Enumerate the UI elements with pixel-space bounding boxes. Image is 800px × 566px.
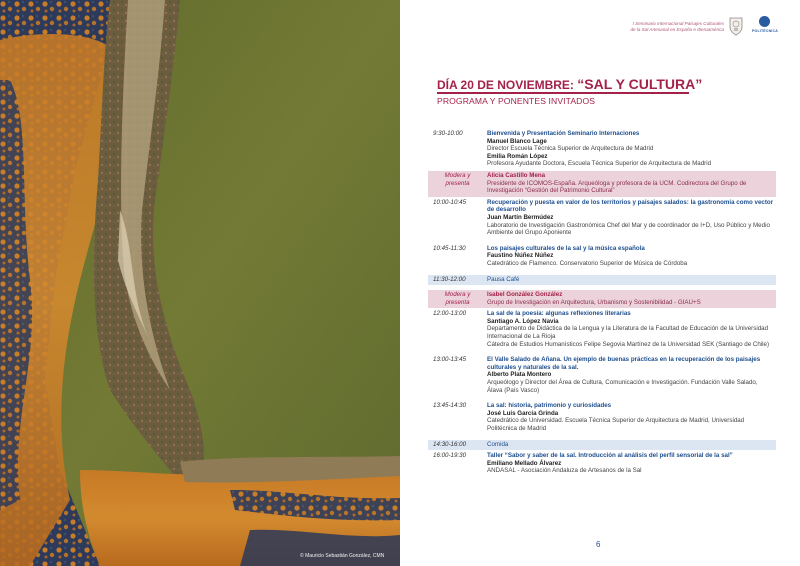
- speaker-affiliation: ANDASAL - Asociación Andaluza de Artesanos de la Sal: [487, 467, 642, 475]
- time-slot: 10:45-11:30: [433, 244, 466, 252]
- moderator-label-line-2: presenta: [445, 298, 470, 306]
- schedule-item: [428, 198, 776, 239]
- time-slot: 11:30-12:00: [433, 275, 466, 283]
- university-seal-icon: [759, 16, 770, 27]
- seminar-line-2: de la Sal Artesanal en España e Iberoamérica: [630, 27, 724, 32]
- time-slot: 16:00-19:30: [433, 452, 467, 460]
- page-subtitle: PROGRAMA Y PONENTES INVITADOS: [437, 96, 596, 106]
- session-topic: El Valle Salado de Añana. Un ejemplo de buenas prácticas en la recuperación de los paisajes culturales y naturales de la sal.: [487, 356, 761, 371]
- time-slot: 12:00-13:00: [433, 310, 467, 318]
- photo-credit: © Mauricio Sebastián González, CMN: [300, 553, 385, 559]
- moderator-label-line-2: presenta: [445, 179, 470, 187]
- seminar-header: [574, 21, 724, 33]
- title-divider: [437, 92, 689, 94]
- speaker-affiliation: Cátedra de Estudios Humanísticos Felipe Segovia Martínez de la Universidad SEK (Santiago de Chile): [487, 340, 770, 348]
- break-block: [428, 440, 776, 451]
- title-theme: “SAL Y CULTURA”: [577, 76, 703, 92]
- university-logo: [752, 16, 776, 38]
- schedule-item: [428, 355, 776, 396]
- speaker-affiliation: Director Escuela Técnica Superior de Arquitectura de Madrid: [487, 145, 654, 153]
- speaker-affiliation: Catedrático de Universidad. Escuela Técnica Superior de Arquitectura de Madrid, Universidad Politécnica de Madrid: [487, 417, 745, 432]
- moderator-label: [428, 172, 487, 195]
- schedule-item: [428, 309, 776, 350]
- speaker-name: José Luis García Grinda: [487, 409, 559, 417]
- moderator-label-line-1: Modera y: [444, 291, 471, 299]
- title-day: DÍA 20 DE NOVIEMBRE:: [437, 78, 574, 92]
- university-label: POLITÉCNICA: [752, 29, 778, 33]
- session-topic: Recuperación y puesta en valor de los territorios y paisajes salados: la gastronomía como vector de desarrollo: [487, 198, 774, 214]
- time-slot: 13:00-13:45: [433, 356, 467, 364]
- moderator-affiliation: Grupo de Investigación en Arquitectura, Urbanismo y Sostenibilidad - GIAU+S: [487, 298, 701, 306]
- time-slot: 10:00-10:45: [433, 198, 467, 206]
- speaker-affiliation: Profesora Ayudante Doctora, Escuela Técnica Superior de Arquitectura de Madrid: [487, 160, 712, 168]
- speaker-name: Juan Martín Bermúdez: [487, 213, 554, 221]
- time-slot: 14:30-16:00: [433, 440, 467, 448]
- moderator-name: Isabel González González: [487, 291, 563, 299]
- speaker-name: Santiago A. López Navia: [487, 317, 559, 325]
- break-label: Pausa Café: [487, 275, 520, 283]
- session-topic: Taller “Sabor y saber de la sal. Introducción al análisis del perfil sensorial de la sal”: [487, 452, 733, 460]
- session-topic: La sal de la poesía: algunas reflexiones literarias: [487, 310, 631, 318]
- session-topic: La sal: historia, patrimonio y curiosidades: [487, 402, 612, 410]
- speaker-name: Emilia Román López: [487, 152, 548, 160]
- schedule-item: [428, 244, 776, 270]
- schedule: [428, 129, 776, 477]
- moderator-label: [428, 291, 487, 306]
- moderator-block: [428, 290, 776, 308]
- page-number: 6: [596, 540, 601, 549]
- schedule-item: [428, 129, 776, 170]
- time-slot: 9:30-10:00: [433, 130, 463, 137]
- break-block: [428, 275, 776, 286]
- page-title: [437, 76, 702, 92]
- speaker-affiliation: Arqueólogo y Director del Área de Cultura, Comunicación e Investigación. Fundación Valle Salado, Álava (País Vasco): [487, 379, 758, 394]
- break-label: Comida: [487, 440, 509, 448]
- session-topic: Bienvenida y Presentación Seminario Internaciones: [487, 130, 640, 137]
- schedule-item: [428, 451, 776, 477]
- moderator-name: Alicia Castillo Mena: [487, 171, 546, 179]
- speaker-affiliation: Laboratorio de Investigación Gastronómica Chef del Mar y de coordinador de I+D, Uso Público y Medio Ambiente del Grupo Aponiente: [487, 221, 770, 237]
- time-slot: 13:45-14:30: [433, 402, 467, 410]
- session-topic: Los paisajes culturales de la sal y la música española: [487, 244, 645, 252]
- moderator-affiliation: Presidente de ICOMOS-España. Arqueóloga y profesora de la UCM. Codirectora del Grupo de Investigación “Gestión del Patrimonio Cultural”: [487, 179, 747, 195]
- speaker-name: Emiliano Mellado Álvarez: [487, 459, 562, 467]
- schedule-item: [428, 401, 776, 434]
- program-page: [400, 0, 800, 566]
- speaker-affiliation: Catedrático de Flamenco. Conservatorio Superior de Música de Córdoba: [487, 259, 688, 267]
- speaker-name: Faustino Núñez Núñez: [487, 252, 554, 260]
- school-crest-icon: [728, 16, 744, 36]
- moderator-block: [428, 171, 776, 197]
- speaker-name: Manuel Blanco Lage: [487, 137, 547, 145]
- speaker-affiliation: Departamento de Didáctica de la Lengua y la Literatura de la Facultad de Educación de la Universidad Internacional de La Rioja: [487, 325, 769, 341]
- speaker-name: Alberto Plata Montero: [487, 371, 552, 379]
- moderator-label-line-1: Modera y: [444, 171, 471, 179]
- seminar-line-1: I Seminario Internacional Paisajes Culturales: [632, 21, 724, 26]
